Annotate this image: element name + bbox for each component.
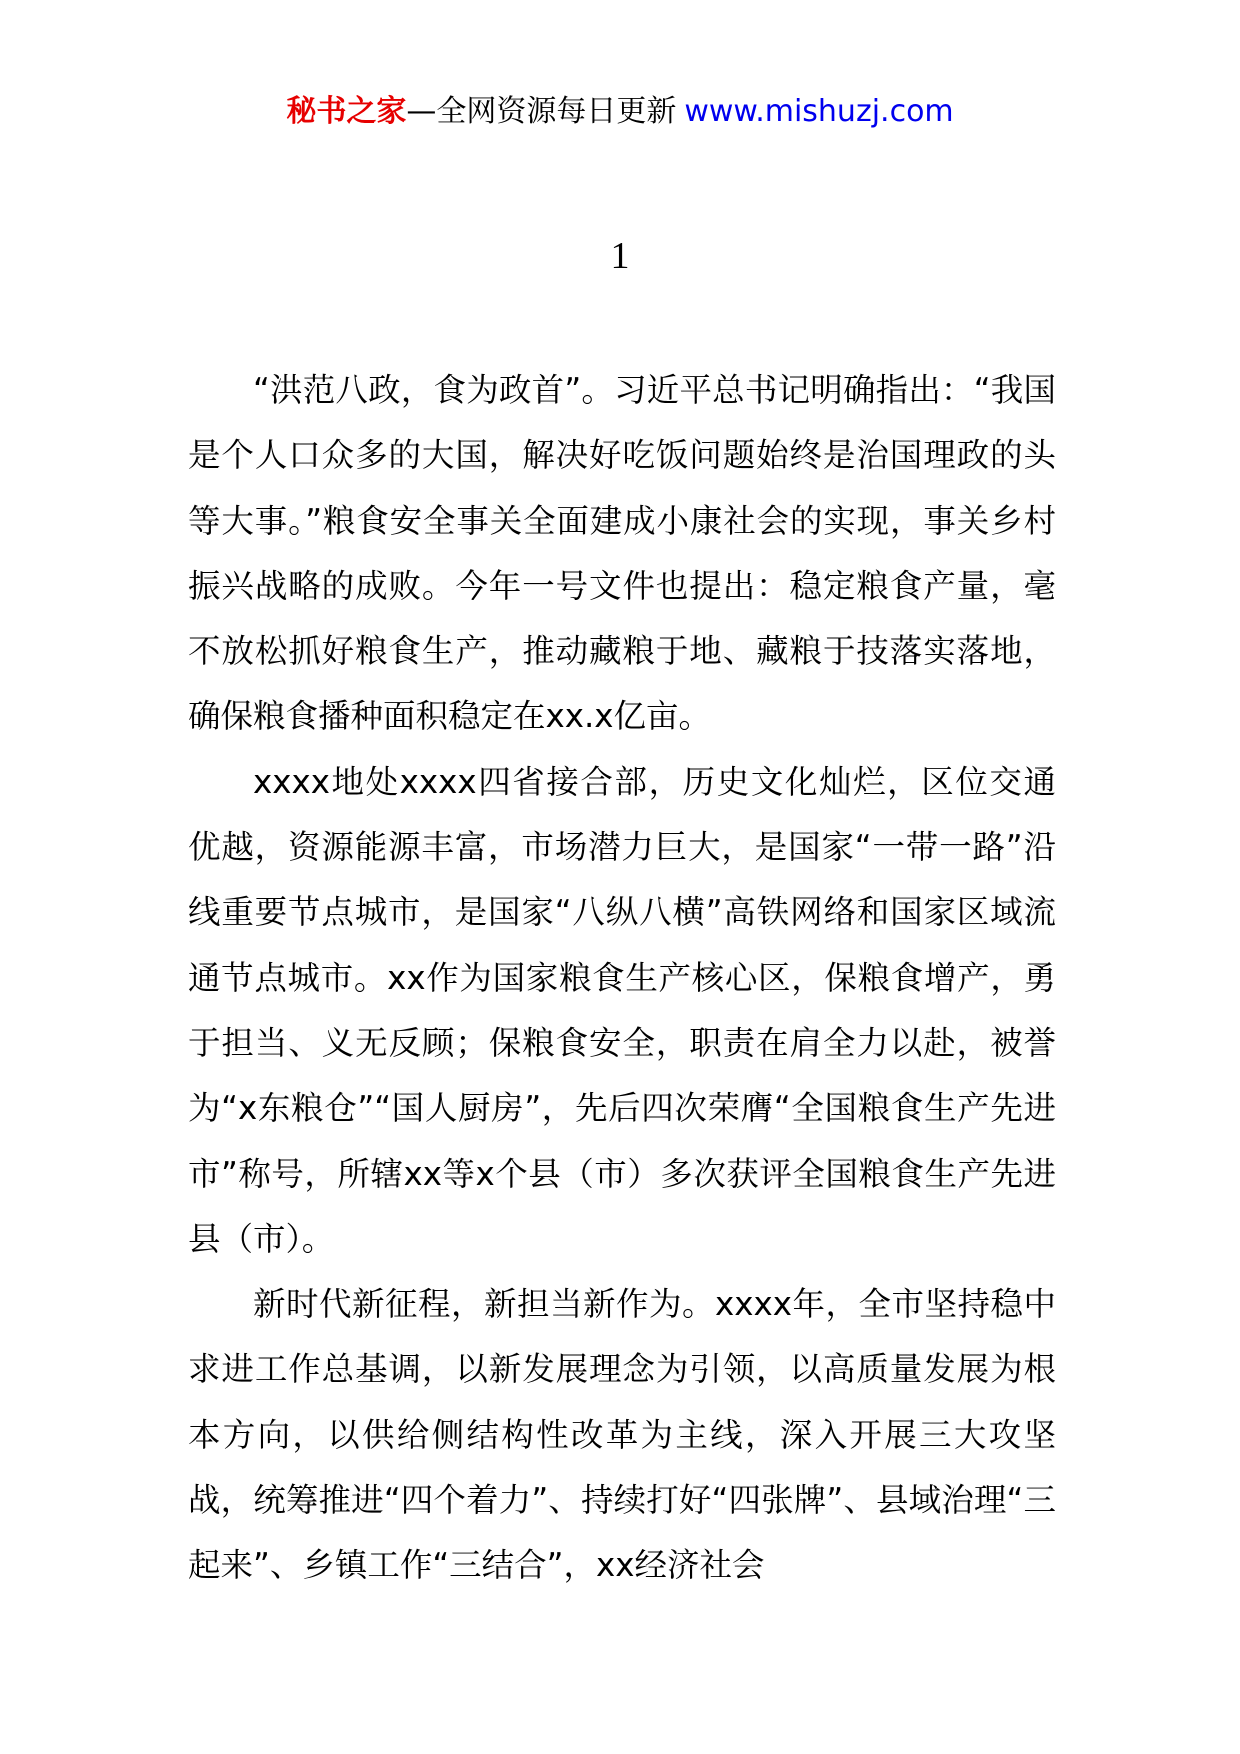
paragraph-2: xxxx地处xxxx四省接合部，历史文化灿烂，区位交通优越，资源能源丰富，市场潜力巨大，是国家“一带一路”沿线重要节点城市，是国家“八纵八横”高铁网络和国家区域流通节点城市。xx作为国家粮食生产核心区，保粮食增产，勇于担当、义无反顾；保粮食安全，职责在肩全力以赴，被誉为“x东粮仓”“国人厨房”，先后四次荣膺“全国粮食生产先进市”称号，所辖xx等x个县（市）多次获评全国粮食生产先进县（市）。 bbox=[188, 762, 1056, 1258]
page-number: 1 bbox=[610, 235, 630, 277]
site-url-link[interactable]: www.mishuzj.com bbox=[684, 94, 954, 129]
paragraph-1: “洪范八政，食为政首”。习近平总书记明确指出：“我国是个人口众多的大国，解决好吃饭问题始终是治国理政的头等大事。”粮食安全事关全面建成小康社会的实现，事关乡村振兴战略的成败。今年一号文件也提出：稳定粮食产量，毫不放松抓好粮食生产，推动藏粮于地、藏粮于技落实落地，确保粮食播种面积稳定在xx.x亿亩。 bbox=[188, 371, 1056, 736]
site-brand: 秘书之家 bbox=[286, 94, 407, 129]
site-header bbox=[0, 92, 1240, 132]
document-body bbox=[188, 358, 1056, 1599]
paragraph-3: 新时代新征程，新担当新作为。xxxx年，全市坚持稳中求进工作总基调，以新发展理念为引领，以高质量发展为根本方向，以供给侧结构性改革为主线，深入开展三大攻坚战，统筹推进“四个着力”、持续打好“四张牌”、县域治理“三起来”、乡镇工作“三结合”，xx经济社会 bbox=[188, 1285, 1056, 1585]
site-tagline: —全网资源每日更新 bbox=[406, 94, 677, 129]
